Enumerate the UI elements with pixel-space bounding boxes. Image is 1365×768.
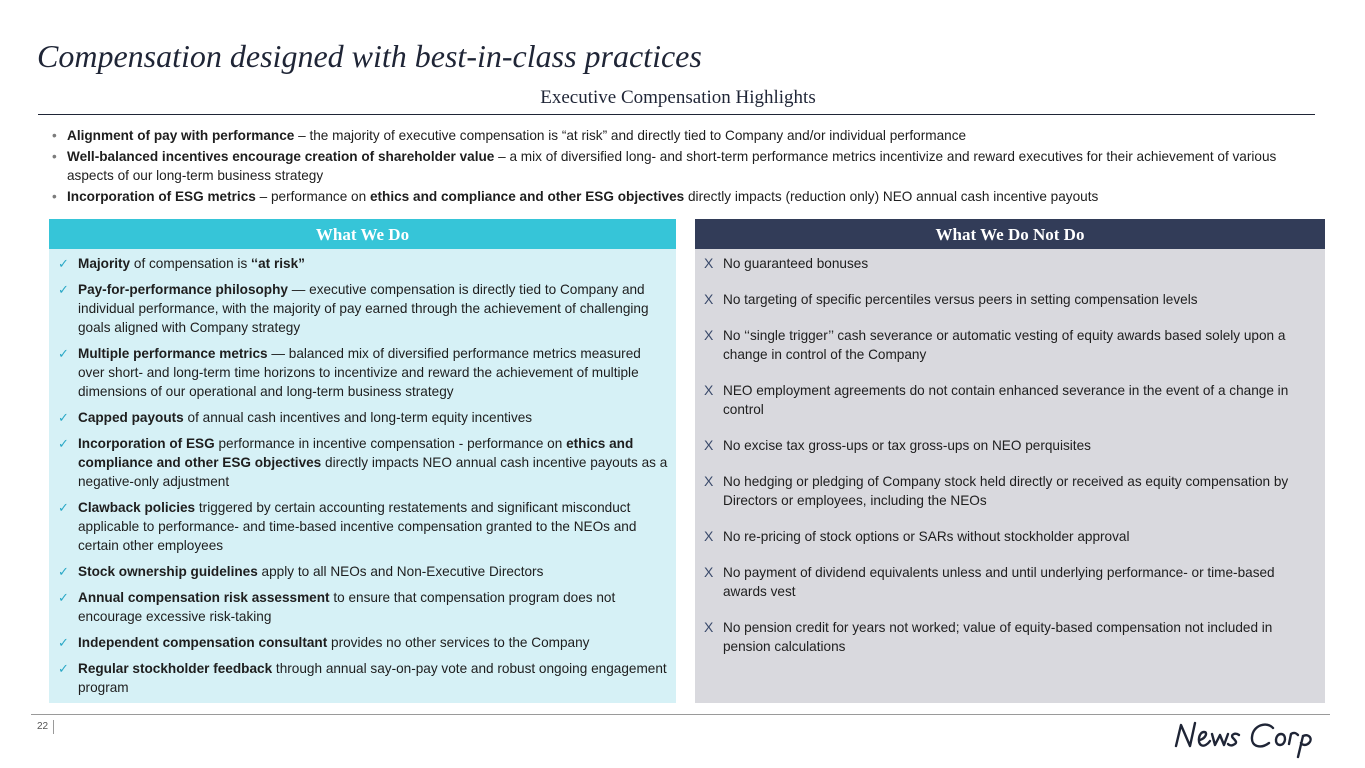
checkmark-icon: ✓	[58, 661, 69, 676]
highlight-item	[52, 187, 1322, 206]
what-we-do-item	[58, 254, 668, 273]
highlight-bold: Incorporation of ESG metrics	[67, 189, 256, 204]
item-text: No ‘‘single trigger’’ cash severance or automatic vesting of equity awards based solely upon a change in control of the Company	[723, 328, 1286, 362]
title-divider	[38, 114, 1315, 115]
item-bold: Stock ownership guidelines	[78, 564, 258, 579]
highlight-item	[52, 126, 1322, 145]
checkmark-icon: ✓	[58, 346, 69, 361]
checkmark-icon: ✓	[58, 410, 69, 425]
item-text: No re-pricing of stock options or SARs without stockholder approval	[723, 529, 1130, 544]
what-we-do-not-do-item	[704, 381, 1317, 419]
highlight-text: – the majority of executive compensation is “at risk” and directly tied to Company and/or individual performance	[294, 128, 967, 143]
item-bold: ‘‘at risk”	[251, 256, 305, 271]
item-text: performance in incentive compensation - performance on	[214, 436, 567, 451]
what-we-do-item	[58, 408, 668, 427]
what-we-do-not-do-item	[704, 618, 1317, 656]
what-we-do-item	[58, 588, 668, 626]
highlight-text: directly impacts (reduction only) NEO annual cash incentive payouts	[684, 189, 1099, 204]
x-mark-icon: X	[704, 528, 714, 544]
what-we-do-item	[58, 280, 668, 337]
what-we-do-panel	[49, 219, 676, 703]
item-text: directly impacts NEO annual cash incentive payouts as a negative-only adjustment	[78, 455, 668, 489]
page-number: 22	[37, 721, 49, 732]
what-we-do-not-do-item	[704, 436, 1317, 455]
what-we-do-item	[58, 633, 668, 652]
item-bold: Capped payouts	[78, 410, 184, 425]
item-text: of compensation is	[130, 256, 252, 271]
item-text: No hedging or pledging of Company stock held directly or received as equity compensation by Directors or employees, including the NEOs	[723, 474, 1289, 508]
checkmark-icon: ✓	[58, 635, 69, 650]
item-text: No guaranteed bonuses	[723, 256, 869, 271]
item-text: of annual cash incentives and long-term equity incentives	[183, 410, 533, 425]
footer-divider	[31, 714, 1330, 715]
item-bold: Annual compensation risk assessment	[78, 590, 330, 605]
item-text: provides no other services to the Company	[327, 635, 590, 650]
page-number-separator	[53, 720, 54, 734]
highlight-bold: Alignment of pay with performance	[67, 128, 295, 143]
item-text: NEO employment agreements do not contain enhanced severance in the event of a change in control	[723, 383, 1289, 417]
what-we-do-not-do-list	[695, 249, 1325, 656]
checkmark-icon: ✓	[58, 282, 69, 297]
what-we-do-not-do-heading: What We Do Not Do	[695, 219, 1325, 249]
x-mark-icon: X	[704, 437, 714, 453]
what-we-do-item	[58, 434, 668, 491]
item-text: No excise tax gross-ups or tax gross-ups on NEO perquisites	[723, 438, 1091, 453]
x-mark-icon: X	[704, 327, 714, 343]
what-we-do-item	[58, 659, 668, 697]
item-bold: Regular stockholder feedback	[78, 661, 273, 676]
checkmark-icon: ✓	[58, 500, 69, 515]
item-text: No pension credit for years not worked; value of equity-based compensation not included in pension calculations	[723, 620, 1273, 654]
what-we-do-not-do-item	[704, 290, 1317, 309]
item-bold: Independent compensation consultant	[78, 635, 328, 650]
highlight-bold: ethics and compliance and other ESG objectives	[369, 189, 685, 204]
item-text: — balanced mix of diversified performance metrics measured over short- and long-term time horizons to incentivize and reward the achievement of multiple dimensions of our operational and long-term business strategy	[78, 346, 641, 399]
checkmark-icon: ✓	[58, 256, 69, 271]
item-bold: Majority	[78, 256, 131, 271]
item-bold: Clawback policies	[78, 500, 196, 515]
what-we-do-heading: What We Do	[49, 219, 676, 249]
x-mark-icon: X	[704, 619, 714, 635]
highlight-item	[52, 147, 1322, 185]
x-mark-icon: X	[704, 564, 714, 580]
item-bold: ethics and compliance and other ESG objectives	[78, 436, 634, 470]
page-title: Compensation designed with best-in-class practices	[37, 38, 702, 74]
checkmark-icon: ✓	[58, 436, 69, 451]
highlight-text: – a mix of diversified long- and short-term performance metrics incentivize and reward executives for their achievement of various aspects of our long-term business strategy	[67, 149, 1277, 183]
what-we-do-item	[58, 344, 668, 401]
what-we-do-not-do-item	[704, 472, 1317, 510]
item-bold: Pay-for-performance philosophy	[78, 282, 288, 297]
what-we-do-not-do-item	[704, 527, 1317, 546]
what-we-do-not-do-panel	[695, 219, 1325, 703]
item-text: No targeting of specific percentiles versus peers in setting compensation levels	[723, 292, 1198, 307]
section-subtitle: Executive Compensation Highlights	[540, 87, 816, 108]
what-we-do-not-do-item	[704, 326, 1317, 364]
highlight-bold: Well-balanced incentives encourage creation of shareholder value	[67, 149, 495, 164]
what-we-do-not-do-item	[704, 563, 1317, 601]
what-we-do-not-do-item	[704, 254, 1317, 273]
item-text: through annual say-on-pay vote and robust ongoing engagement program	[78, 661, 667, 695]
checkmark-icon: ✓	[58, 590, 69, 605]
item-text: No payment of dividend equivalents unless and until underlying performance- or time-based awards vest	[723, 565, 1275, 599]
item-text: — executive compensation is directly tied to Company and individual performance, with the majority of pay earned through the achievement of challenging goals aligned with Company strategy	[78, 282, 649, 335]
x-mark-icon: X	[704, 255, 714, 271]
x-mark-icon: X	[704, 291, 714, 307]
item-text: apply to all NEOs and Non-Executive Directors	[257, 564, 544, 579]
what-we-do-item	[58, 498, 668, 555]
what-we-do-item	[58, 562, 668, 581]
highlight-text: – performance on	[255, 189, 370, 204]
news-corp-logo	[1170, 713, 1335, 763]
item-text: triggered by certain accounting restatements and significant misconduct applicable to performance- and time-based incentive compensation granted to the NEOs and certain other employees	[78, 500, 637, 553]
x-mark-icon: X	[704, 473, 714, 489]
checkmark-icon: ✓	[58, 564, 69, 579]
item-text: to ensure that compensation program does not encourage excessive risk-taking	[78, 590, 616, 624]
x-mark-icon: X	[704, 382, 714, 398]
item-bold: Multiple performance metrics	[78, 346, 268, 361]
highlights-list	[52, 126, 1322, 208]
item-bold: Incorporation of ESG	[78, 436, 215, 451]
what-we-do-list	[49, 249, 676, 697]
